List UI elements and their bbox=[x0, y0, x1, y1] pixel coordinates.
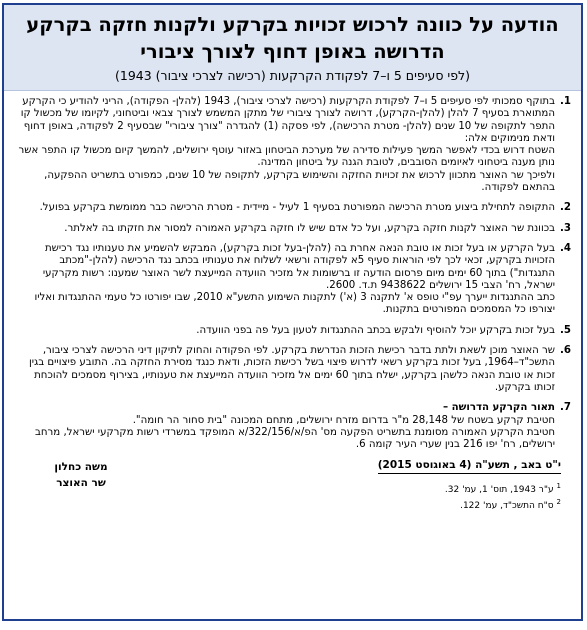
footnotes bbox=[341, 480, 561, 512]
section-paragraph: השטח דרוש בכדי לאפשר המשך פעילות סדירה של מערכת הביטחון באזור עוטף ירושלים, להמשך קיום מכשול קו התפר אשר נותן מענה ביטחוני לאיומים הסובבים, לטובת הגנה על ביטחון המדינה. bbox=[18, 145, 555, 169]
signature-date: י"ט באב , תשע"ה (4 באוגוסט 2015) bbox=[378, 459, 561, 474]
section-paragraph: בכוונת שר האוצר לקנות חזקה בקרקע, ועל כל אדם שיש לו חזקה בקרקע האמורה למסור את חזקתו בה לאלתר. bbox=[64, 222, 555, 234]
section-number: 7. bbox=[560, 402, 571, 414]
footnote bbox=[341, 480, 561, 496]
section-paragraph: כתב ההתנגדות ייערך עפ"י טופס א' לתקנה 3 (א') לתקנות השימוע התשע"א 2010, שבו יפורטו כל טעמי ההתנגדות ואליו יצורפו כל המסמכים המפורטים בתקנות. bbox=[34, 292, 555, 316]
section-7 bbox=[12, 402, 571, 451]
footnote bbox=[341, 496, 561, 512]
section-number: 1. bbox=[560, 96, 571, 107]
notice-header bbox=[4, 5, 581, 91]
footnote-mark: 1 bbox=[556, 482, 561, 491]
section-paragraph: בעל הקרקע או בעל זכות או טובת הנאה אחרת בה (להלן-בעל זכות בקרקע), המבקש להשמיע את טענותיו נגד רכישת הזכויות בקרקע, זכאי לכך לפי הוראות סעיף 5א לפקודה ורשאי לשלוח את טענותיו בכתב נגד הרכישה (להלן-"מכתב התנגדות") בתוך 60 ימים מיום פרסום הודעה זו ברשומות אל מזכיר הוועדה המייעצת לשר האוצר שמענו: רשות מקרקעי ישראל, רח' הצבי 15 ירושלים 9438622 ת.ד. 2600. bbox=[42, 242, 555, 291]
footnote-text: ע"ר 1943, תוס' 1, עמ' 32. bbox=[444, 485, 554, 496]
footnote-text: ס"ח התשכ"ד, עמ' 122. bbox=[460, 501, 554, 512]
notice-footer bbox=[12, 459, 571, 539]
section-2 bbox=[12, 202, 571, 214]
section-paragraph: ולפיכך שר האוצר מתכוון לרכוש את זכויות החזקה והשימוש בקרקע, לתקופה של 10 שנים, כמפורט בתשריט ההפקעה, בהתאם לפקודה. bbox=[44, 169, 555, 194]
section-title: תאור הקרקע הדרושה – bbox=[442, 402, 555, 414]
section-number: 6. bbox=[560, 345, 571, 357]
signer-block bbox=[21, 459, 141, 491]
section-paragraph: חטיבת קרקע בשטח של 28,148 מ"ר בדרום מזרח ירושלים, מתחם המכונה "בית סחור הר חומה". bbox=[132, 414, 555, 426]
signer-name: משה כחלון bbox=[54, 461, 108, 474]
signer-title: שר האוצר bbox=[56, 477, 106, 490]
notice-subtitle: (לפי סעיפים 5 ו–7 לפקודת הקרקעות (רכישה לצרכי ציבור) 1943) bbox=[114, 68, 470, 83]
section-paragraph: שר האוצר מוכן לשאת ולתת בדבר רכישת הזכות הנדרשת בקרקע. לפי הפקודה והחוק לתיקון דיני הרכישה לצרכי ציבור, התשכ"ד–1964, בעל זכות בקרקע רשאי לדרוש פיצוי בשל רכישת הזכות, ודאת כנגד מסירת החזקה בה. התובע פיצויים בגין זכות או טובת הנאה כלשהן בקרקע, ישלח בתוך 60 ימים אל מזכיר הוועדה המייעצת את טענותיו, בצירוף מסמכים להוכחת זכותו בקרקע. bbox=[29, 345, 555, 393]
sections-list bbox=[12, 96, 571, 451]
section-5 bbox=[12, 325, 571, 337]
section-number: 2. bbox=[560, 202, 571, 214]
footnote-mark: 2 bbox=[556, 498, 561, 507]
notice-title-line-1: הודעה על כוונה לרכוש זכויות בקרקע ולקנות חזקה בקרקע bbox=[26, 13, 559, 36]
notice-body bbox=[4, 91, 581, 539]
section-number: 5. bbox=[560, 324, 571, 336]
section-paragraph: בתוקף סמכותי לפי סעיפים 5 ו–7 לפקודת הקרקעות (רכישה לצרכי ציבור), 1943 (להלן- הפקודה), הריני להודיע כי הקרקע המתוארת בסעיף 7 להלן (להלן-הקרקע), דרושה לצורך ציבורי של מתקן המשמש לצורך צבאי וביטחוני, לקיומו של מכשול קו התפר לתקופה של 10 שנים (להלן- מטרת הרכישה), לפי פסקה (1) להגדרה "צורך ציבורי" שבסעיף 2 לפקודה, באופן דחוף ודאת מנימוקים אלה: bbox=[20, 96, 555, 144]
section-paragraph: בעל זכות בקרקע יוכל להוסיף ולבקש בכתב ההתנגדות לטעון בעל פה בפני הוועדה. bbox=[196, 324, 555, 336]
notice-title-line-2: הדרושה באופן דחוף לצורך ציבורי bbox=[140, 40, 445, 63]
section-number: 4. bbox=[560, 242, 571, 254]
notice-box bbox=[2, 3, 583, 621]
section-4 bbox=[12, 243, 571, 317]
section-paragraph: התקופה לתחילת ביצוע מטרת הרכישה המפורטת בסעיף 1 לעיל - מיידית - מטרת הרכישה כבר ממומשת בקרקע בפועל. bbox=[39, 202, 555, 214]
section-6 bbox=[12, 345, 571, 394]
section-3 bbox=[12, 223, 571, 235]
section-number: 3. bbox=[560, 222, 571, 234]
section-1 bbox=[12, 96, 571, 194]
section-paragraph: חטיבת הקרקע האמורה מסומנת בתשריט הפקעה מס' הפ/א/322/156/א המופקד במשרדי רשות מקרקעי ישראל, מרחב ירושלים, רח' יפו 216 בנין שערי העיר קומה 6. bbox=[35, 426, 555, 451]
date-block bbox=[341, 459, 561, 512]
